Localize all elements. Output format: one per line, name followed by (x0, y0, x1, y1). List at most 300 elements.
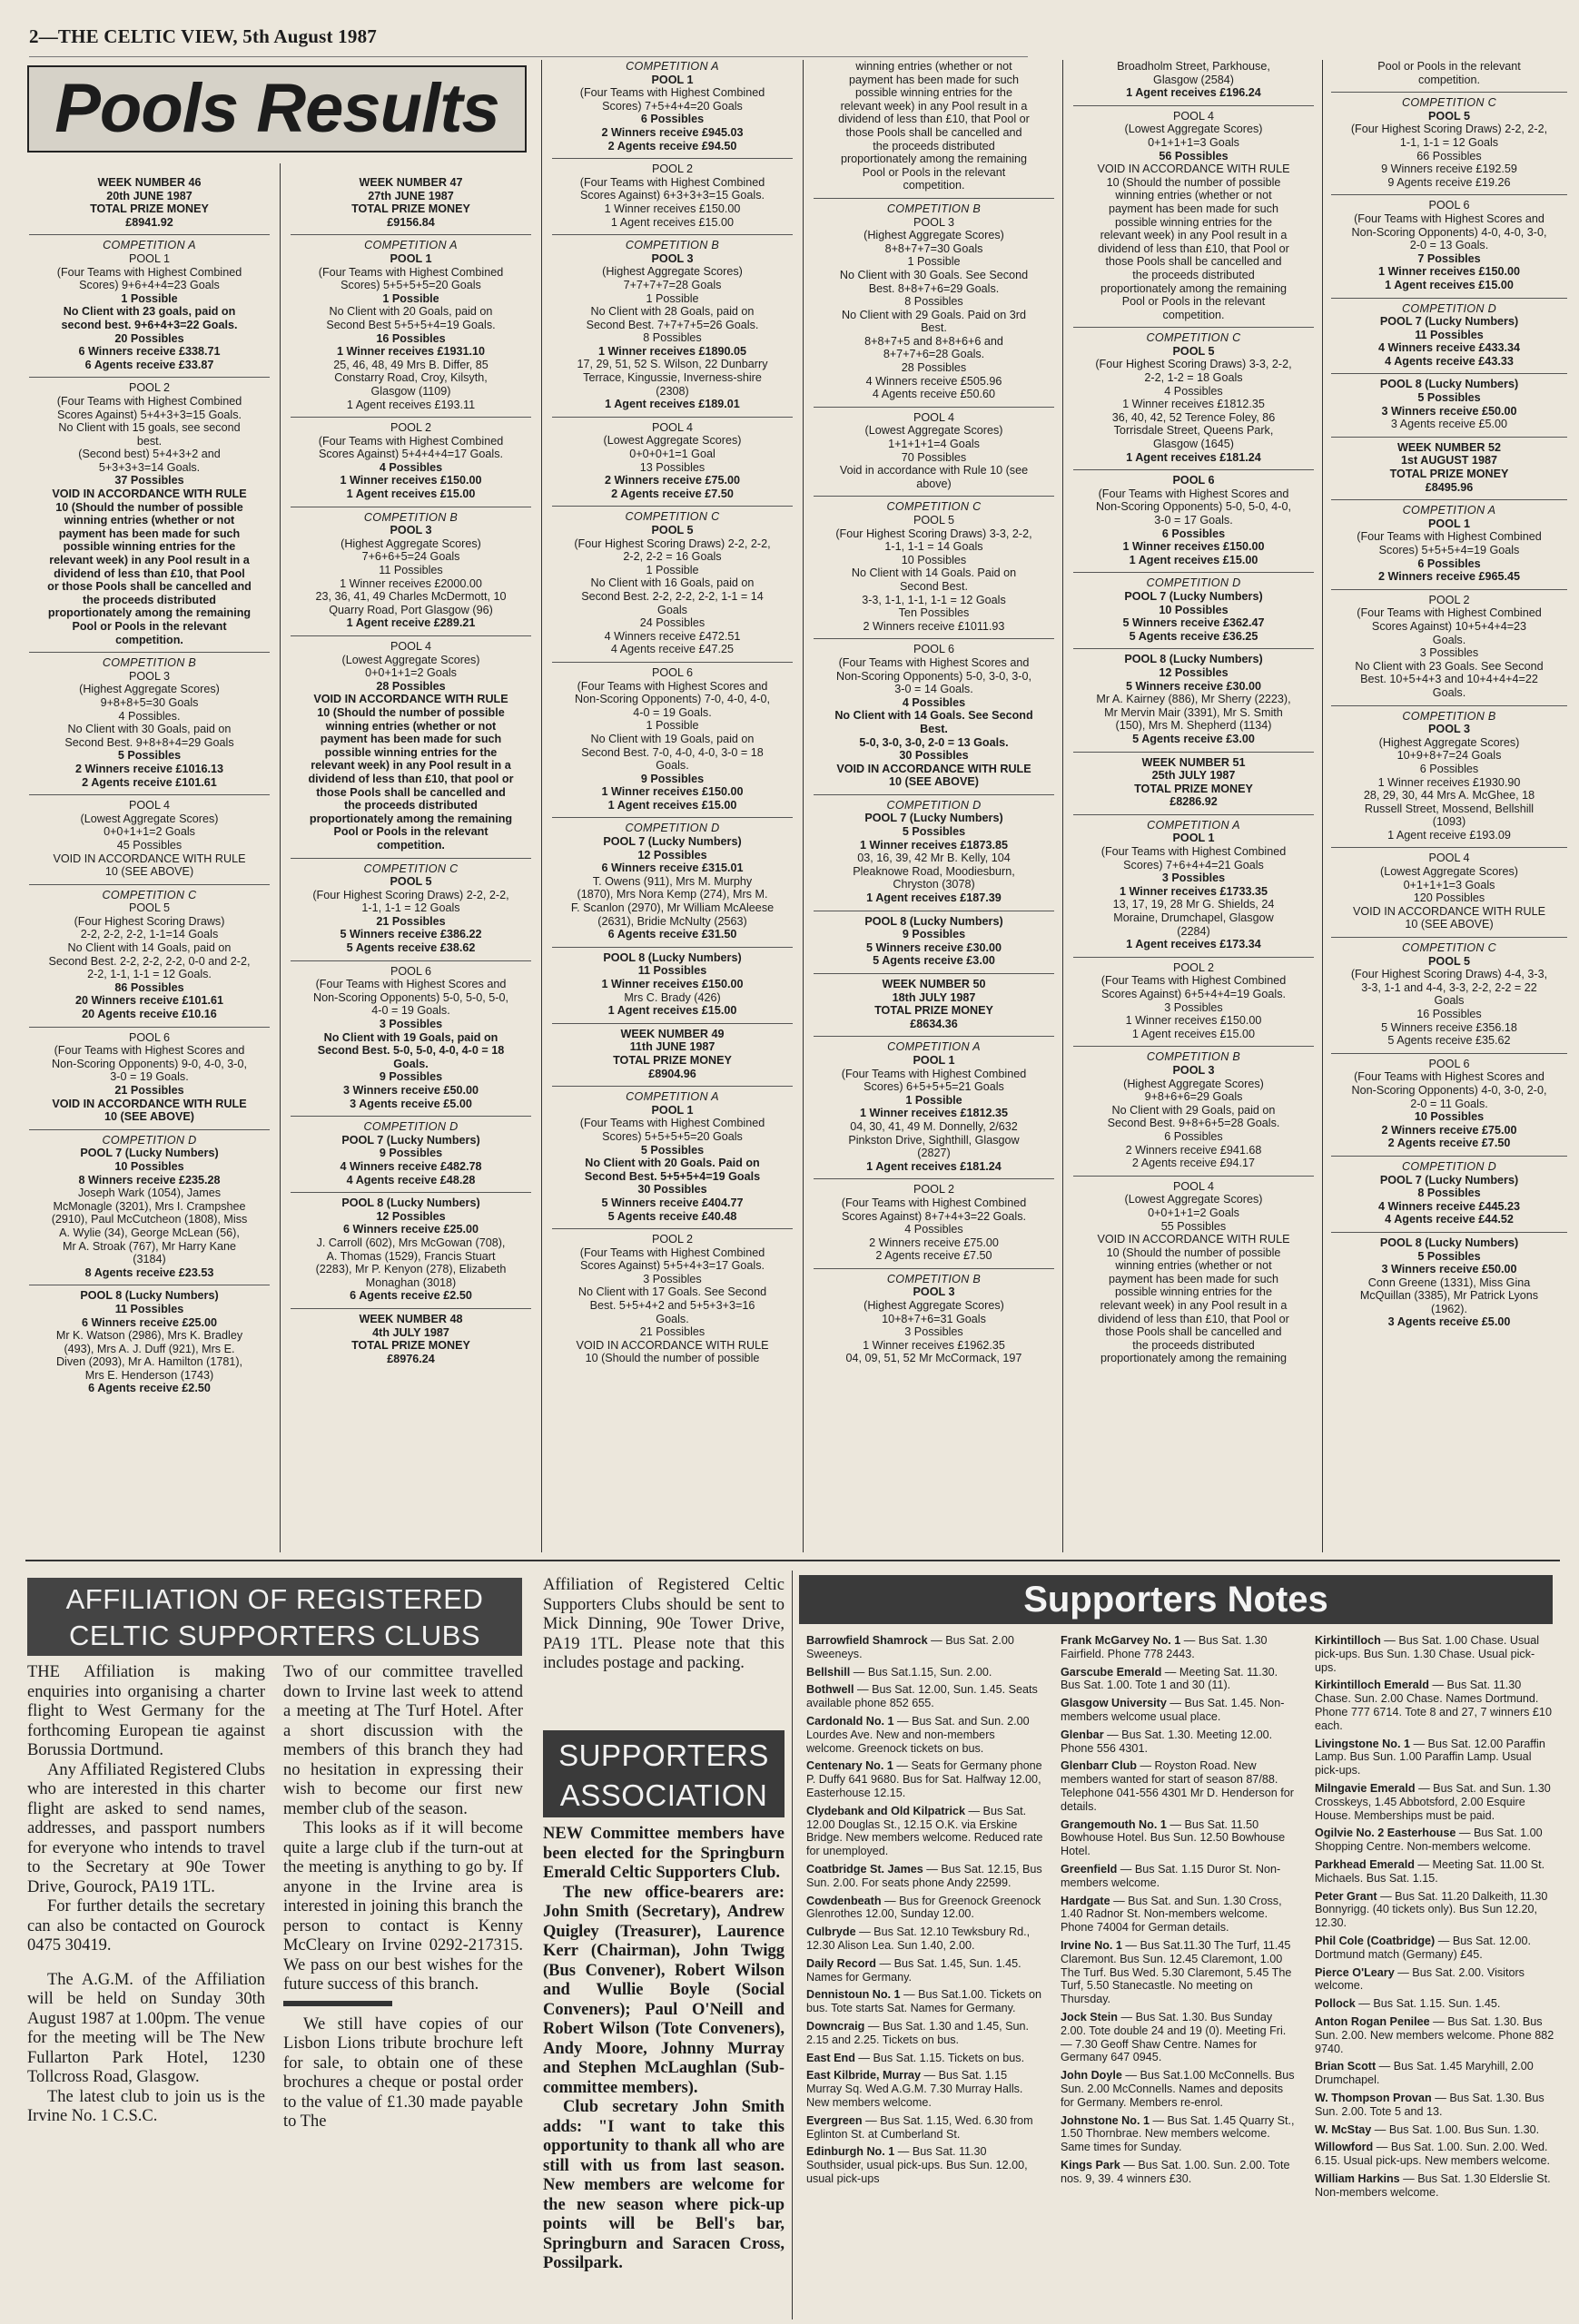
result-line: Mr A. Stroak (767), Mr Harry Kane (62, 1239, 237, 1253)
result-line: POOL 7 (Lucky Numbers) (341, 1133, 480, 1147)
affiliation-paragraph: The A.G.M. of the Affiliation will be held on Sunday 30th August 1987 at 1.00pm. The venue for the meeting will be The New Fullarton Park Hotel, 1230 Tollcross Road, Glasgow. (27, 1970, 265, 2086)
result-line: 03, 16, 39, 42 Mr B. Kelly, 104 (857, 852, 1011, 865)
result-line: 1 Winner receives £2000.00 (340, 576, 482, 590)
result-line: POOL 6 (913, 643, 955, 656)
result-line: possible winning entries for the (1115, 1285, 1272, 1299)
club-note (806, 1715, 1044, 1755)
result-line: Scores Against) 10+5+4+4=23 (1371, 619, 1527, 633)
result-line: 1 Winner receives £150.00 (1122, 540, 1265, 554)
result-line: 4 Agents receive £47.25 (610, 643, 735, 656)
result-line: 1 Winner receives £150.00 (1377, 265, 1520, 279)
result-line: 1-1, 1-1 = 14 Goals (884, 540, 983, 554)
pools-result-block (1331, 941, 1567, 1054)
pools-result-block (814, 1273, 1054, 1371)
pools-result-block (552, 1028, 793, 1087)
club-note-text: — Bus Sat. 11.30 Chase. Sun. 2.00 Chase. Names Dortmund. Phone 777 6714. Tote 8 and 27, 7 winners £10 each. (1315, 1679, 1552, 1732)
result-line: POOL 3 (1428, 723, 1470, 736)
result-line: POOL 1 (651, 1103, 694, 1117)
club-name: Jock Stein (1061, 2010, 1118, 2024)
result-line: 10 Possibles (901, 553, 967, 566)
result-line: 28, 29, 30, 44 Mrs A. McGhee, 18 (1363, 789, 1535, 803)
supporters-notes-column-3 (1315, 1634, 1554, 2319)
result-line: 5 Agents receive £35.62 (1387, 1034, 1511, 1048)
result-line: F. Scanlon (2970), Mr William McAleese (570, 901, 775, 915)
result-line: 2 Winners receive £965.45 (1377, 570, 1520, 584)
club-name: Milngavie Emerald (1315, 1781, 1416, 1795)
club-name: Brian Scott (1315, 2060, 1377, 2073)
club-note (1315, 2141, 1554, 2168)
result-line: 1 Possible (382, 291, 439, 305)
result-line: (493), Mrs A. J. Duff (921), Mrs E. (64, 1342, 235, 1355)
club-note-text: — Seats for Germany phone P. Duffy 641 9680. Bus for Sat. Halfway 12.00, Easterhouse 12.15. (806, 1759, 1042, 1799)
result-line: POOL 2 (128, 381, 171, 395)
club-note (1315, 1935, 1554, 1962)
competition-heading: COMPETITION C (1402, 941, 1496, 955)
result-line: relevant week) in any Pool result in a (1100, 229, 1288, 242)
pools-result-block (29, 799, 270, 885)
pools-result-block (814, 978, 1054, 1037)
result-line: Terrace, Kingussie, Inverness-shire (583, 371, 762, 385)
competition-heading: COMPETITION A (626, 1090, 719, 1104)
club-note (806, 1805, 1044, 1858)
association-body (543, 1825, 785, 2319)
result-line: POOL 3 (913, 1285, 955, 1299)
association-paragraph: Club secretary John Smith adds: "I want to take this opportunity to thank all who are still with us from last season. New members are welcome for the new season where pick-up points will be Bell's bar, Springburn and Saracen Cross, Possilpark. (543, 2098, 785, 2272)
club-note (1315, 2123, 1554, 2137)
result-line: Scores) 5+5+5+4=19 Goals (1378, 544, 1520, 556)
section-rule (25, 1560, 1560, 1561)
result-line: 10 (Should the number of possible (317, 705, 505, 719)
result-line: McQuillan (3385), Mr Patrick Lyons (1359, 1289, 1539, 1303)
result-line: Second Best. 7-0, 4-0, 4-0, 3-0 = 18 (581, 745, 764, 759)
pools-result-block (29, 889, 270, 1028)
pools-result-block (291, 239, 531, 418)
pools-result-block (29, 239, 270, 378)
club-note-text: — Meeting Sat. 11.00 St. Michaels. Bus Sat. 1.15. (1315, 1857, 1545, 1885)
result-line: competition. (1418, 73, 1480, 86)
result-line: POOL 6 (651, 665, 694, 679)
club-note (1061, 2159, 1298, 2186)
result-line: Scores) 7+6+4+4=21 Goals (1123, 858, 1264, 872)
result-line: VOID IN ACCORDANCE WITH RULE (576, 1338, 769, 1352)
result-line: the proceeds distributed (344, 799, 478, 812)
result-line: 2 Agents receive £94.50 (607, 139, 737, 153)
result-line: Scores Against) 5+4+3+3=15 Goals. (56, 408, 242, 421)
club-note-text: — Bus Sat. 1.00 Chase. Usual pick-ups. Bus Sun. 1.30 Chase. Usual pick-ups. (1315, 1634, 1540, 1674)
result-line: POOL 7 (Lucky Numbers) (1379, 1173, 1519, 1187)
result-line: 1 Agent receive £193.09 (1387, 828, 1511, 842)
result-line: 1 Winner receives £1931.10 (336, 345, 486, 359)
result-line: POOL 6 (1428, 1057, 1470, 1070)
result-line: 13, 17, 19, 28 Mr G. Shields, 24 (1112, 898, 1275, 911)
result-line: No Client with 19 Goals, paid on (590, 732, 755, 745)
result-line: 4 Winners receive £482.78 (340, 1159, 482, 1173)
result-line: 3 Winners receive £50.00 (1381, 404, 1517, 418)
club-note-text: — Bus Sat. 12.00. Dortmund match (Germany) £45. (1315, 1934, 1531, 1961)
result-line: 2 Winners receive £945.03 (601, 125, 744, 139)
result-line: TOTAL PRIZE MONEY (1389, 468, 1509, 481)
club-note-text: — Bus Sat. 1.00. Sun. 2.00. Wed. 6.15. Usual pick-ups. New members welcome. (1315, 2141, 1550, 2168)
result-line: 6 Agents receive £2.50 (88, 1382, 211, 1395)
result-line: (Four Teams with Highest Combined (318, 265, 504, 279)
result-line: Non-Scoring Opponents) 7-0, 4-0, 4-0, (575, 693, 770, 706)
club-note (806, 2020, 1044, 2047)
club-name: Parkhead Emerald (1315, 1857, 1415, 1871)
club-note-text: — Bus Sat. 12.00 Paraffin Lamp. Bus Sun. 1.00 Paraffin Lamp. Usual pick-ups. (1315, 1737, 1545, 1777)
result-line: 4 Winners receive £433.34 (1377, 341, 1520, 355)
result-line: Glasgow (2584) (1153, 73, 1234, 86)
result-line: A. Thomas (1529), Francis Stuart (326, 1249, 496, 1263)
pools-result-block (1073, 60, 1314, 106)
column-rule (280, 163, 281, 1552)
result-line: POOL 1 (651, 73, 694, 86)
result-line: POOL 2 (390, 421, 432, 435)
result-line: 5 Agents receive £38.62 (346, 941, 476, 955)
result-line: (Lowest Aggregate Scores) (80, 812, 219, 825)
result-line: 5 Winners receive £386.22 (340, 928, 482, 941)
result-line: VOID IN ACCORDANCE WITH RULE (1097, 1233, 1290, 1246)
result-line: POOL 7 (Lucky Numbers) (864, 812, 1003, 825)
result-line: 5 Agents receive £3.00 (1132, 732, 1255, 745)
result-line: 5-0, 3-0, 3-0, 2-0 = 13 Goals. (859, 735, 1009, 749)
result-line: 6 Winners receive £25.00 (81, 1315, 217, 1329)
result-line: possible winning entries for the (63, 540, 236, 554)
result-line: 0+0+1+1=2 Goals (365, 666, 457, 680)
club-name: Glenbarr Club (1061, 1759, 1137, 1773)
club-note (1315, 1890, 1554, 1930)
result-line: (Lowest Aggregate Scores) (1124, 1193, 1263, 1206)
result-line: Second Best. 9+8+6+5=28 Goals. (1107, 1117, 1280, 1130)
club-note-text: — Bus Sat.11.30 The Turf, 11.45 Claremont. Bus Sun. 12.45 Claremont, 1.00 The Turf. Bus Wed. 5.30 Claremont, 5.45 The Turf, 5.50 Stanecastle. No meeting on Thursday. (1061, 1938, 1292, 2006)
result-line: Non-Scoring Opponents) 9-0, 4-0, 3-0, (52, 1057, 247, 1070)
club-note-text: — Bus Sat. 1.15, Wed. 6.30 from Eglinton St. at Cumberland St. (806, 2113, 1033, 2141)
club-name: William Harkins (1315, 2171, 1400, 2185)
result-line: 3 Possibles (1419, 646, 1479, 660)
supporters-notes-column-2 (1061, 1634, 1298, 2319)
club-note-text: — Bus Sat. 1.45, Sun. 1.45. Names for Germany. (806, 1956, 1021, 1984)
affiliation-paragraph: For further details the secretary can also be contacted on Gourock 0475 30419. (27, 1897, 265, 1955)
club-note (806, 1895, 1044, 1922)
result-line: 1 Agent receives £196.24 (1126, 86, 1261, 100)
result-line: Non-Scoring Opponents) 4-0, 3-0, 2-0, (1351, 1083, 1547, 1097)
affiliation-headline (27, 1578, 522, 1656)
competition-heading: COMPETITION C (625, 510, 720, 524)
result-line: 4 Possibles (904, 1223, 963, 1236)
affiliation-paragraph: We still have copies of our Lisbon Lions tribute brochure left for sale, to obtain one of these brochures a cheque or postal order to the value of £1.30 made payable to The (283, 2014, 523, 2131)
result-line: those Pools shall be cancelled and (1105, 1325, 1282, 1339)
result-line: (Four Highest Scoring Draws) 3-3, 2-2, (1095, 358, 1292, 371)
competition-heading: COMPETITION B (363, 510, 459, 524)
result-line: (Four Teams with Highest Combined (56, 394, 242, 408)
result-line: 5 Agents receive £40.48 (607, 1209, 737, 1223)
pools-result-block (1073, 653, 1314, 752)
result-line: (Four Highest Scoring Draws) (74, 914, 225, 928)
club-name: Pollock (1315, 1997, 1356, 2011)
result-line: 4 Winners receive £472.51 (604, 629, 741, 643)
result-line: Non-Scoring Opponents) 4-0, 4-0, 3-0, (1351, 225, 1547, 239)
result-line: (Lowest Aggregate Scores) (1380, 865, 1518, 879)
club-note (1061, 2069, 1298, 2109)
result-line: Goals. (656, 1312, 689, 1325)
result-line: (Four Teams with Highest Combined (579, 86, 765, 100)
result-line: No Client with 15 goals, see second (58, 421, 241, 435)
result-line: Goals. (393, 1057, 429, 1070)
competition-heading: COMPETITION A (887, 1040, 981, 1054)
result-line: dividend of less than £10, that Pool or (838, 113, 1030, 126)
result-line: (Four Teams with Highest Combined (579, 1246, 765, 1259)
club-note (1315, 2015, 1554, 2055)
result-line: the proceeds distributed (873, 139, 995, 153)
club-name: W. McStay (1315, 2122, 1372, 2136)
result-line: 11 Possibles (637, 964, 707, 978)
competition-heading: COMPETITION B (886, 1272, 982, 1285)
result-line: 3 Agents receive £5.00 (1387, 1315, 1511, 1329)
result-line: 9 Possibles (902, 928, 966, 941)
result-line: Second Best. 5+5+5+4=19 Goals (584, 1169, 761, 1183)
result-line: POOL 8 (Lucky Numbers) (1124, 653, 1263, 666)
club-note-text: — Bus Sat. and Sun. 1.30 Cross, 1.40 Radnor St. Non-members welcome. Phone 74004 for German details. (1061, 1894, 1282, 1935)
result-line: 2 Agents receive £7.50 (611, 487, 734, 500)
result-line: (Four Highest Scoring Draws) 4-4, 3-3, (1350, 968, 1548, 981)
club-name: Glasgow University (1061, 1697, 1167, 1710)
result-line: POOL 3 (390, 524, 432, 537)
pools-result-block (29, 381, 270, 653)
result-line: Best. (920, 722, 948, 735)
result-line: 1 Agent receives £15.00 (1131, 1027, 1256, 1040)
result-line: 3 Possibles (1161, 872, 1226, 885)
result-line: payment has been made for such (1109, 202, 1278, 215)
result-line: possible winning entries for the (324, 745, 498, 759)
result-line: No Client with 19 Goals, paid on (323, 1030, 498, 1044)
result-line: TOTAL PRIZE MONEY (613, 1053, 732, 1067)
result-line: 1 Agent receives £15.00 (610, 215, 735, 229)
pools-result-block (1331, 1160, 1567, 1233)
competition-heading: COMPETITION B (1146, 1050, 1241, 1064)
club-note (1061, 1895, 1298, 1935)
result-line: Monaghan (3018) (365, 1275, 457, 1289)
result-line: Goals (1434, 994, 1465, 1008)
club-note-text: — Bus Sat. and Sun. 1.30 Crosskeys, 1.45 Abbotsford, 2.00 Esquire House. Memberships must be paid. (1315, 1781, 1551, 1822)
result-line: 3-3, 1-1, 1-1, 1-1 = 12 Goals (862, 593, 1006, 606)
supporters-notes-column-1 (806, 1634, 1044, 2319)
result-line: (150), Mrs M. Shepherd (1134) (1115, 719, 1272, 733)
column-rule (1322, 60, 1323, 1552)
pools-result-block (814, 1183, 1054, 1269)
club-name: W. Thompson Provan (1315, 2091, 1432, 2104)
result-line: 2 Winners receive £75.00 (604, 474, 740, 487)
result-line: (Four Highest Scoring Draws) 2-2, 2-2, (312, 888, 509, 901)
club-name: Cowdenbeath (806, 1894, 882, 1907)
result-line: 3 Possibles (643, 1272, 702, 1285)
pools-result-block (29, 1289, 270, 1401)
result-line: 8+7+7+6=28 Goals. (883, 348, 985, 361)
result-line: POOL 5 (390, 875, 432, 889)
club-note-text: — Bus Sat. 1.30. Bus Sun. 2.00. New members welcome. Phone 882 9740. (1315, 2014, 1554, 2055)
pools-result-block (1073, 1180, 1314, 1371)
result-line: Mrs E. Henderson (1743) (84, 1368, 214, 1382)
result-line: Scores Against) 6+5+4+4=19 Goals. (1100, 988, 1287, 1000)
result-line: WEEK NUMBER 52 (1396, 440, 1502, 454)
club-note (1315, 1634, 1554, 1674)
result-line: 9 Possibles (379, 1147, 443, 1160)
club-note-text: — Bus Sat. 1.30 Elderslie St. Non-members welcome. (1315, 2171, 1551, 2199)
result-line: POOL 8 (Lucky Numbers) (603, 950, 742, 964)
pools-result-block (552, 421, 793, 507)
result-line: WEEK NUMBER 51 (1141, 755, 1246, 769)
club-name: Johnstone No. 1 (1061, 2113, 1150, 2127)
pools-result-block (1331, 60, 1567, 93)
result-line: 1 Winner receives £150.00 (1125, 1014, 1262, 1028)
pools-result-block (814, 202, 1054, 408)
result-line: Non-Scoring Opponents) 5-0, 3-0, 3-0, (836, 669, 1031, 683)
result-line: T. Owens (911), Mrs M. Murphy (592, 874, 753, 888)
result-line: Scores) 9+6+4+4=23 Goals (79, 279, 220, 292)
result-line: 10 (SEE ABOVE) (104, 1110, 194, 1124)
result-line: Second Best 5+5+5+4=19 Goals. (326, 318, 496, 331)
club-name: Kings Park (1061, 2158, 1120, 2171)
result-line: Goals (657, 603, 687, 616)
result-line: Diven (2093), Mr A. Hamilton (1781), (55, 1355, 243, 1369)
club-name: Edinburgh No. 1 (806, 2145, 895, 2159)
result-line: 21 Possibles (114, 1084, 184, 1097)
club-note (1061, 1634, 1298, 1661)
club-note (806, 2145, 1044, 2185)
pools-result-block (291, 176, 531, 235)
pools-result-block (552, 951, 793, 1024)
result-line: 8 Agents receive £23.53 (84, 1265, 214, 1279)
result-line: those Pools shall be cancelled and (845, 125, 1022, 139)
club-note (1315, 1738, 1554, 1777)
competition-heading: COMPETITION D (1146, 576, 1241, 590)
club-note (806, 1863, 1044, 1890)
result-line: 1 Agent receives £15.00 (607, 1004, 737, 1018)
page-header: 2—THE CELTIC VIEW, 5th August 1987 (29, 25, 1028, 57)
competition-heading: COMPETITION B (886, 202, 982, 215)
club-name: Pierce O'Leary (1315, 1965, 1395, 1979)
club-name: Grangemouth No. 1 (1061, 1817, 1167, 1831)
club-note-text: — Bus Sat. 1.30 Fairfield. Phone 778 2443. (1061, 1634, 1268, 1660)
result-line: 20th JUNE 1987 (106, 189, 192, 202)
result-line: 1 Agent receives £173.34 (1126, 938, 1261, 951)
pools-result-block (552, 60, 793, 159)
result-line: (Four Teams with Highest Scores and (838, 655, 1030, 669)
result-line: £8941.92 (125, 215, 173, 229)
result-line: (Four Teams with Highest Combined (1100, 845, 1287, 859)
result-line: POOL 5 (1428, 954, 1470, 968)
result-line: those Pools shall be cancelled and (316, 785, 506, 799)
pools-result-block (291, 421, 531, 507)
result-line: Second Best. 2-2, 2-2, 2-2, 0-0 and 2-2, (48, 954, 251, 968)
association-headline-line-1: SUPPORTERS (558, 1738, 769, 1772)
association-paragraph: NEW Committee members have been elected for the Springburn Emerald Celtic Supporters Club. (543, 1825, 785, 1882)
affiliation-column-3 (543, 1576, 785, 1712)
result-line: 25th JULY 1987 (1151, 769, 1236, 783)
competition-heading: COMPETITION D (102, 1133, 197, 1147)
result-line: (2308) (656, 384, 689, 398)
club-name: Hardgate (1061, 1894, 1110, 1907)
result-line: £8976.24 (387, 1352, 435, 1365)
result-line: (Four Teams with Highest Scores and (54, 1044, 245, 1058)
result-line: (1962). (1431, 1302, 1467, 1315)
club-name: Culbryde (806, 1925, 856, 1939)
result-line: 2-2, 1-1, 1-1 = 12 Goals. (87, 968, 212, 981)
result-line: winning entries (whether or not (1115, 189, 1272, 202)
result-line: Pleaknowe Road, Moodiesburn, (853, 864, 1015, 878)
result-line: POOL 8 (Lucky Numbers) (1379, 1236, 1519, 1249)
result-line: 10 (SEE ABOVE) (104, 865, 194, 879)
competition-heading: COMPETITION D (625, 822, 720, 835)
result-line: 4 Agents receive £48.28 (346, 1173, 476, 1187)
result-line: Mr K. Watson (2986), Mrs K. Bradley (55, 1329, 243, 1343)
result-line: Pool or Pools in the relevant (333, 825, 489, 839)
result-line: 7 Possibles (1417, 251, 1481, 265)
result-line: Goals. (1432, 633, 1466, 646)
result-line: TOTAL PRIZE MONEY (874, 1004, 993, 1018)
result-line: No Client with 14 Goals. Paid on (851, 566, 1017, 580)
result-line: 5 Winners receive £356.18 (1381, 1020, 1517, 1034)
club-note-text: — Bus Sat. 1.00 Shopping Centre. Non-members welcome. (1315, 1827, 1543, 1854)
result-line: second best. 9+6+4+3=22 Goals. (61, 318, 238, 331)
result-line: 36, 40, 42, 52 Terence Foley, 86 (1111, 410, 1276, 424)
club-note (1315, 2060, 1554, 2087)
pools-result-block (814, 411, 1054, 497)
result-line: 3 Possibles (379, 1018, 443, 1031)
result-line: 8 Possibles (1417, 1187, 1481, 1200)
result-line: 12 Possibles (376, 1209, 446, 1223)
result-line: 3 Winners receive £50.00 (1381, 1263, 1517, 1276)
pools-result-block (552, 510, 793, 663)
result-line: (1870), Mrs Nora Kemp (274), Mrs M. (577, 888, 768, 901)
result-line: No Client with 23 goals, paid on (63, 305, 236, 319)
result-line: VOID IN ACCORDANCE WITH RULE (1352, 904, 1545, 918)
competition-heading: COMPETITION C (102, 888, 197, 901)
result-line: 23, 36, 41, 49 Charles McDermott, 10 (315, 590, 507, 604)
pools-column-3 (552, 60, 793, 1556)
affiliation-column-1 (27, 1663, 265, 2317)
result-line: No Client with 28 Goals, paid on (590, 305, 755, 319)
result-line: 4-0 = 19 Goals. (633, 705, 712, 719)
club-note (1315, 1782, 1554, 1822)
result-line: No Client with 20 Goals, paid on (329, 305, 493, 319)
result-line: 6 Winners receive £338.71 (78, 345, 221, 359)
club-name: Frank McGarvey No. 1 (1061, 1634, 1181, 1647)
result-line: 3 Agents receive £5.00 (1390, 418, 1508, 431)
competition-heading: COMPETITION A (1402, 504, 1496, 517)
result-line: 2-2, 2-2 = 16 Goals (623, 550, 722, 564)
result-line: POOL 4 (1172, 1179, 1215, 1193)
club-note-text: — Bus Sat. 1.30 and 1.45, Sun. 2.15 and 2.25. Tickets on bus. (806, 2019, 1030, 2046)
result-line: Scores) 6+5+5+5=21 Goals (864, 1080, 1004, 1094)
result-line: 4 Agents receive £43.33 (1385, 354, 1514, 368)
result-line: 3-3, 1-1 and 4-4, 3-3, 2-2, 2-2 = 22 (1361, 980, 1537, 994)
result-line: (Four Teams with Highest Combined (579, 1117, 765, 1130)
result-line: 1 Possible (646, 563, 699, 576)
result-line: WEEK NUMBER 47 (359, 176, 463, 189)
result-line: 10 (SEE ABOVE) (1405, 918, 1494, 931)
pools-result-block (1073, 474, 1314, 573)
result-line: payment has been made for such (849, 73, 1019, 86)
pools-result-block (291, 1120, 531, 1193)
result-line: 9+8+6+6=29 Goals (1144, 1090, 1243, 1104)
result-line: payment has been made for such (320, 733, 502, 746)
result-line: 9 Possibles (379, 1070, 443, 1084)
result-line: J. Carroll (602), Mrs McGowan (708), (316, 1236, 506, 1249)
club-name: Dennistoun No. 1 (806, 1988, 901, 2002)
club-note (1315, 1679, 1554, 1732)
result-line: POOL 4 (390, 640, 432, 653)
club-note-text: — Bus Sat. 12.00 Douglas St., 12.15 O.K. via Erskine Bridge. New members welcome. Reduced rate for unemployed. (806, 1804, 1043, 1858)
result-line: 7+7+7+7=28 Goals (623, 278, 722, 291)
